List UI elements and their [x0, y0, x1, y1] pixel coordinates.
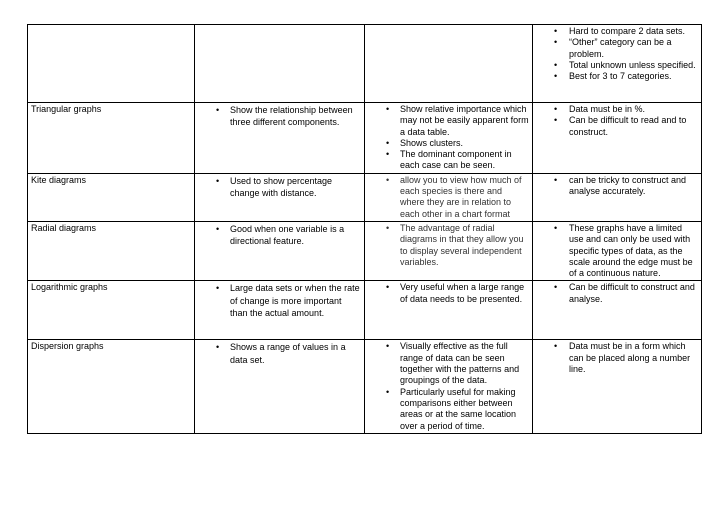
list-item: • allow you to view how much of each species is there and where they are in relation to each other in a chart format [368, 175, 529, 220]
advantages-cell [365, 221, 533, 280]
table-row [28, 221, 702, 280]
list-item: • “Other” category can be a problem. [536, 37, 698, 60]
uses-cell [195, 281, 365, 340]
disadvantages-cell [533, 173, 702, 221]
graph-name-cell: Kite diagrams [28, 173, 195, 221]
advantages-cell [365, 103, 533, 174]
uses-cell [195, 221, 365, 280]
disadvantages-cell [533, 103, 702, 174]
list-item: • Particularly useful for making comparisons either between areas or at the same location over a period of time. [368, 387, 529, 432]
advantages-cell [365, 340, 533, 433]
list-item: • Very useful when a large range of data needs to be presented. [368, 282, 529, 305]
list-item: • Total unknown unless specified. [536, 60, 698, 71]
table-row [28, 281, 702, 340]
list-item: • Show relative importance which may not be easily apparent form a data table. [368, 104, 529, 138]
table-row [28, 25, 702, 103]
disadvantages-cell [533, 221, 702, 280]
graph-name-cell: Radial diagrams [28, 221, 195, 280]
disadvantages-cell [533, 281, 702, 340]
advantages-cell [365, 281, 533, 340]
graph-name-cell: Logarithmic graphs [28, 281, 195, 340]
list-item: • Hard to compare 2 data sets. [536, 26, 698, 37]
uses-cell [195, 173, 365, 221]
list-item: • Visually effective as the full range of data can be seen together with the patterns and groupings of the data. [368, 341, 529, 386]
table-row [28, 173, 702, 221]
table-row [28, 103, 702, 174]
uses-cell [195, 340, 365, 433]
list-item: • These graphs have a limited use and can only be used with specific types of data, as the scale around the edge must be of a continuous nature. [536, 223, 698, 279]
list-item: • can be tricky to construct and analyse accurately. [536, 175, 698, 198]
graph-types-table [27, 24, 702, 434]
list-item: • Show the relationship between three different components. [198, 104, 361, 129]
uses-cell [195, 103, 365, 174]
list-item: • Can be difficult to read and to construct. [536, 115, 698, 138]
list-item: • Can be difficult to construct and analyse. [536, 282, 698, 305]
list-item: • The advantage of radial diagrams in that they allow you to display several independent variables. [368, 223, 529, 268]
uses-cell [195, 25, 365, 103]
list-item: • Shows a range of values in a data set. [198, 341, 361, 366]
advantages-cell [365, 25, 533, 103]
list-item: • Best for 3 to 7 categories. [536, 71, 698, 82]
advantages-cell [365, 173, 533, 221]
graph-name-cell: Dispersion graphs [28, 340, 195, 433]
graph-name-cell: Triangular graphs [28, 103, 195, 174]
table-row [28, 340, 702, 433]
list-item: • Data must be in a form which can be placed along a number line. [536, 341, 698, 375]
list-item: • Data must be in %. [536, 104, 698, 115]
list-item: • Used to show percentage change with distance. [198, 175, 361, 200]
disadvantages-cell [533, 340, 702, 433]
list-item: • Large data sets or when the rate of change is more important than the actual amount. [198, 282, 361, 319]
list-item: • Good when one variable is a directional feature. [198, 223, 361, 248]
graph-name-cell [28, 25, 195, 103]
list-item: • Shows clusters. [368, 138, 529, 149]
disadvantages-list [536, 26, 698, 82]
list-item: • The dominant component in each case can be seen. [368, 149, 529, 172]
disadvantages-cell [533, 25, 702, 103]
